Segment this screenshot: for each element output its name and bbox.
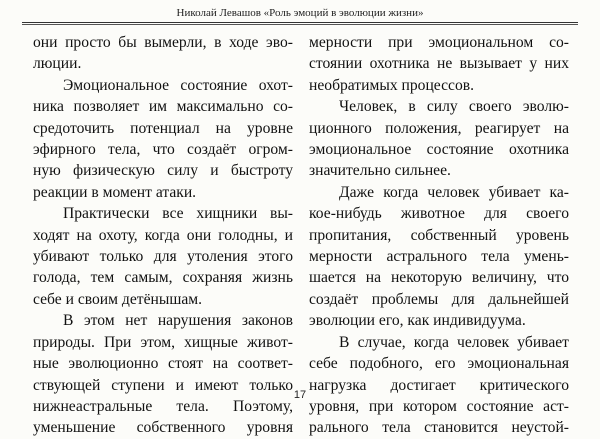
text-line: себе и своим детёнышам. — [33, 290, 203, 308]
text-line: шается на некоторую величину, что — [309, 269, 569, 287]
text-line: необратимых процессов. — [309, 76, 475, 94]
text-line: ходят на охоту, когда они голодны, и — [33, 226, 293, 244]
text-line: уровня, при котором состояние аст- — [309, 397, 569, 415]
text-line: нижнеастральные тела. Поэтому, — [33, 397, 293, 415]
left-text-column — [33, 32, 293, 439]
text-line: ные эволюционно стоят на соответ- — [33, 355, 293, 373]
text-line: себе подобного, его эмоциональная — [309, 355, 569, 373]
text-line: значительно сильнее. — [309, 162, 451, 180]
text-line: они просто бы вымерли, в ходе эво- — [33, 34, 293, 51]
text-line: эмоциональное состояние охотника — [309, 141, 569, 159]
page-number: 17 — [293, 389, 307, 401]
text-line: уменьшение собственного уровня — [33, 419, 293, 437]
text-line: Практически все хищники вы- — [63, 205, 293, 223]
text-line: создаёт проблемы для дальнейшей — [309, 290, 569, 308]
text-line: кое-нибудь животное для своего — [309, 205, 569, 223]
text-line: ника позволяет им максимально со- — [33, 98, 293, 116]
text-line: нагрузка достигает критического — [309, 376, 569, 394]
text-line: стоянии охотника не вызывает у них — [309, 55, 569, 73]
text-line: пропитания, собственный уровень — [309, 226, 569, 244]
text-line: природы. При этом, хищные живот- — [33, 333, 293, 351]
text-line: эволюции его, как индивидуума. — [309, 312, 526, 330]
text-line: мерности астрального тела умень- — [309, 248, 569, 266]
text-line: убивают только для утоления этого — [33, 248, 293, 266]
text-line: ствующей ступени и имеют только — [33, 376, 293, 394]
running-header: Николай Левашов «Роль эмоций в эволюции жизни» — [22, 6, 578, 23]
text-line: голода, тем самым, сохраняя жизнь — [33, 269, 293, 287]
text-line: люции. — [33, 55, 82, 73]
header-rule — [22, 24, 578, 25]
text-line: ную физическую силу и быстроту — [33, 162, 293, 180]
text-line: Даже когда человек убивает ка- — [339, 183, 569, 201]
text-line: Эмоциональное состояние охот- — [63, 76, 293, 94]
text-line: Человек, в силу своего эволю- — [339, 98, 569, 116]
text-line: средоточить потенциал на уровне — [33, 119, 293, 137]
text-line: ционного положения, реагирует на — [309, 119, 569, 137]
text-line: рального тела становится неустой- — [309, 419, 569, 437]
text-line: реакции в момент атаки. — [33, 183, 197, 201]
text-line: эфирного тела, что создаёт огром- — [33, 141, 293, 159]
text-line: В этом нет нарушения законов — [63, 312, 293, 330]
text-line: мерности при эмоциональном со- — [309, 34, 569, 51]
text-line: В случае, когда человек убивает — [339, 333, 569, 351]
right-text-column — [309, 32, 569, 439]
